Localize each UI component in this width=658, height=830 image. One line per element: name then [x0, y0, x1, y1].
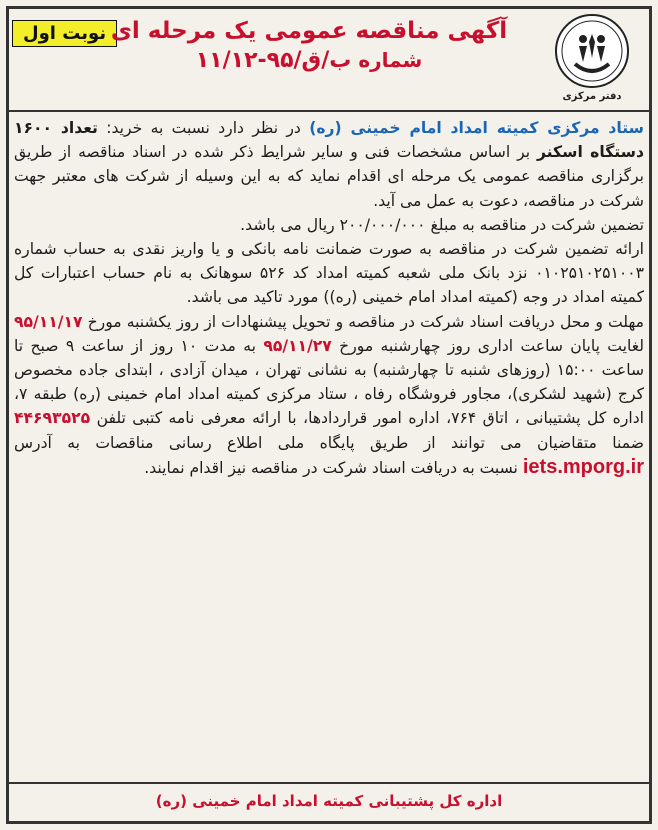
round-badge: نوبت اول [12, 20, 117, 47]
organization-name: ستاد مرکزی کمیته امداد امام خمینی (ره) [309, 119, 644, 137]
phone-number: ۴۴۶۹۳۵۲۵ [14, 409, 91, 428]
tender-website-link[interactable]: iets.mporg.ir [522, 455, 644, 478]
deadline-text-e: نسبت به دریافت اسناد شرکت در مناقصه نیز اقدام نمایند. [144, 458, 523, 477]
paragraph-deadline [14, 310, 644, 480]
start-date: ۹۵/۱۱/۱۷ [14, 312, 83, 331]
deadline-text-d: ضمنا متقاضیان می توانند از طریق پایگاه ملی اطلاع رسانی مناقصات به آدرس [14, 433, 644, 452]
end-date: ۹۵/۱۱/۲۷ [263, 336, 332, 355]
paragraph-guarantee-amount: تضمین شرکت در مناقصه به مبلغ ۲۰۰/۰۰۰/۰۰۰ ریال می باشد. [240, 215, 644, 234]
organization-logo [542, 12, 642, 108]
title-block [86, 16, 532, 75]
notice-footer [6, 782, 652, 824]
paragraph-intro [14, 116, 644, 213]
deadline-text-c: به مدت ۱۰ روز از ساعت ۹ صبح تا ساعت ۱۵:۰۰ (روزهای شنبه تا چهارشنبه) به نشانی تهران ، میدان آزادی ، ابتدای جاده مخصوص کرج (شهید لشکری)، مجاور فروشگاه رفاه ، ستاد مرکزی کمیته امداد امام خمینی (ره) طبقه ۷، اداره کل پشتیبانی ، اتاق ۷۶۴، اداره امور قراردادها، با ارائه معرفی نامه کتبی تلفن [14, 336, 645, 428]
notice-number-prefix: شماره [358, 48, 423, 72]
deadline-text-a: مهلت و محل دریافت اسناد شرکت در مناقصه و تحویل پیشنهادات از روز یکشنبه مورخ [82, 312, 644, 331]
paragraph-guarantee-method: ارائه تضمین شرکت در مناقصه به صورت ضمانت نامه بانکی و یا واریز نقدی به حساب شماره ۰۱۰۲۵۱۰۲۵۱۰۰۳ نزد بانک ملی شعبه کمیته امداد کد ۵۲۶ سوهانک به نام حساب اعتبارات کل کمیته امداد در وجه (کمیته امداد امام خمینی (ره)) مورد تاکید می باشد. [14, 240, 644, 307]
notice-header [6, 6, 652, 112]
deadline-text-b: لغایت پایان ساعت اداری روز چهارشنبه مورخ [331, 336, 644, 355]
notice-number-value: ب/ق/۹۵-۱۱/۱۲ [195, 48, 352, 73]
notice-body [14, 116, 644, 480]
intro-text-b: بر اساس مشخصات فنی و سایر شرایط ذکر شده در اسناد مناقصه از طریق برگزاری مناقصه عمومی یک مرحله ای اقدام نماید که به این وسیله از شرکت های معتبر جهت شرکت در مناقصه، دعوت به عمل می آید. [14, 143, 644, 210]
issuer-signature: اداره کل پشتیبانی کمیته امداد امام خمینی (ره) [155, 792, 503, 810]
logo-caption: دفتر مرکزی [562, 91, 622, 102]
intro-text-a: در نظر دارد نسبت به خرید: [97, 119, 310, 137]
notice-title: آگهی مناقصه عمومی یک مرحله ای [110, 18, 508, 44]
purchase-item: تعداد ۱۶۰۰ دستگاه اسکنر [14, 119, 645, 162]
emdad-logo-icon [553, 12, 631, 90]
notice-number [86, 46, 532, 75]
